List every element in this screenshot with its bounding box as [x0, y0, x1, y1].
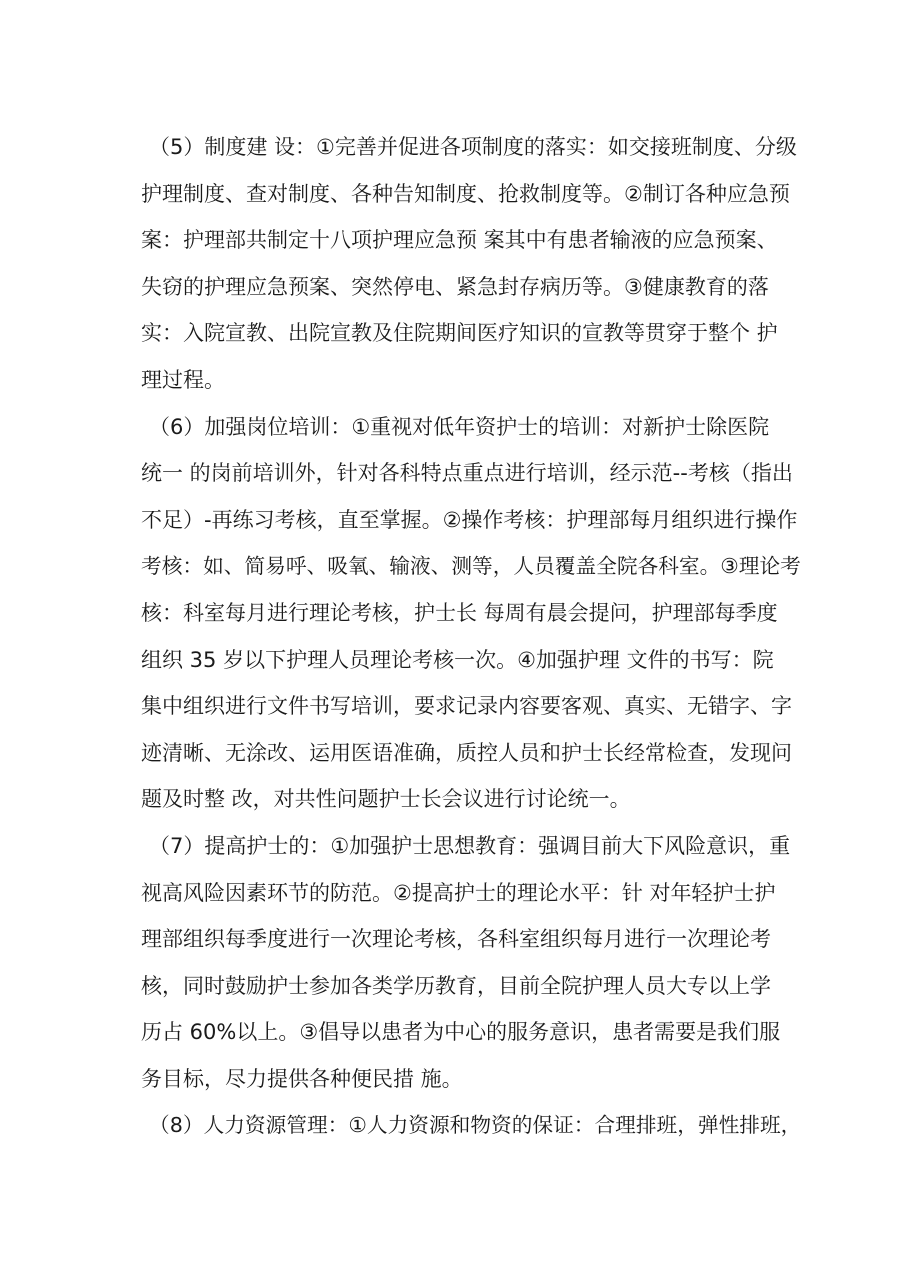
text-line: 理部组织每季度进行一次理论考核，各科室组织每月进行一次理论考 — [141, 927, 771, 952]
text-line: 失窃的护理应急预案、突然停电、紧急封存病历等。③健康教育的落 — [141, 274, 769, 299]
paragraph-6 — [141, 404, 801, 823]
text-line: 题及时整 改，对共性问题护士长会议进行讨论统一。 — [141, 787, 631, 812]
text-line: 护理制度、查对制度、各种告知制度、抢救制度等。②制订各种应急预 — [141, 181, 790, 206]
paragraph-7 — [141, 823, 791, 1103]
text-line: （5）制度建 设：①完善并促进各项制度的落实：如交接班制度、分级 — [149, 135, 797, 159]
text-line: 不足）-再练习考核，直至掌握。②操作考核：护理部每月组织进行操作 — [141, 507, 798, 532]
text-line: 组织 35 岁以下护理人员理论考核一次。④加强护理 文件的书写：院 — [141, 647, 774, 672]
text-line: （7）提高护士的：①加强护士思想教育：强调目前大下风险意识，重 — [149, 833, 791, 858]
text-line: 务目标，尽力提供各种便民措 施。 — [141, 1066, 463, 1091]
text-line: 迹清晰、无涂改、运用医语准确，质控人员和护士长经常检查，发现问 — [141, 740, 792, 765]
text-line: 集中组织进行文件书写培训，要求记录内容要客观、真实、无错字、字 — [141, 694, 792, 719]
paragraph-8 — [141, 1102, 802, 1149]
text-line: 核，同时鼓励护士参加各类学历教育，目前全院护理人员大专以上学 — [141, 973, 771, 998]
text-line: 理过程。 — [141, 367, 225, 392]
text-line: （6）加强岗位培训：①重视对低年资护士的培训：对新护士除医院 — [149, 414, 770, 439]
paragraph-5 — [141, 124, 797, 404]
text-line: 统一 的岗前培训外，针对各科特点重点进行培训，经示范--考核（指出 — [141, 461, 793, 486]
document-body — [141, 124, 802, 1149]
text-line: 历占 60%以上。③倡导以患者为中心的服务意识，患者需要是我们服 — [141, 1020, 781, 1045]
text-line: 视高风险因素环节的防范。②提高护士的理论水平：针 对年轻护士护 — [141, 880, 776, 905]
text-line: 核：科室每月进行理论考核，护士长 每周有晨会提问，护理部每季度 — [141, 600, 778, 625]
text-line: 案：护理部共制定十八项护理应急预 案其中有患者输液的应急预案、 — [141, 228, 778, 253]
text-line: （8）人力资源管理：①人力资源和物资的保证：合理排班，弹性排班， — [149, 1113, 802, 1138]
text-line: 实：入院宣教、出院宣教及住院期间医疗知识的宣教等贯穿于整个 护 — [141, 321, 778, 346]
text-line: 考核：如、简易呼、吸氧、输液、测等，人员覆盖全院各科室。③理论考 — [141, 554, 801, 579]
